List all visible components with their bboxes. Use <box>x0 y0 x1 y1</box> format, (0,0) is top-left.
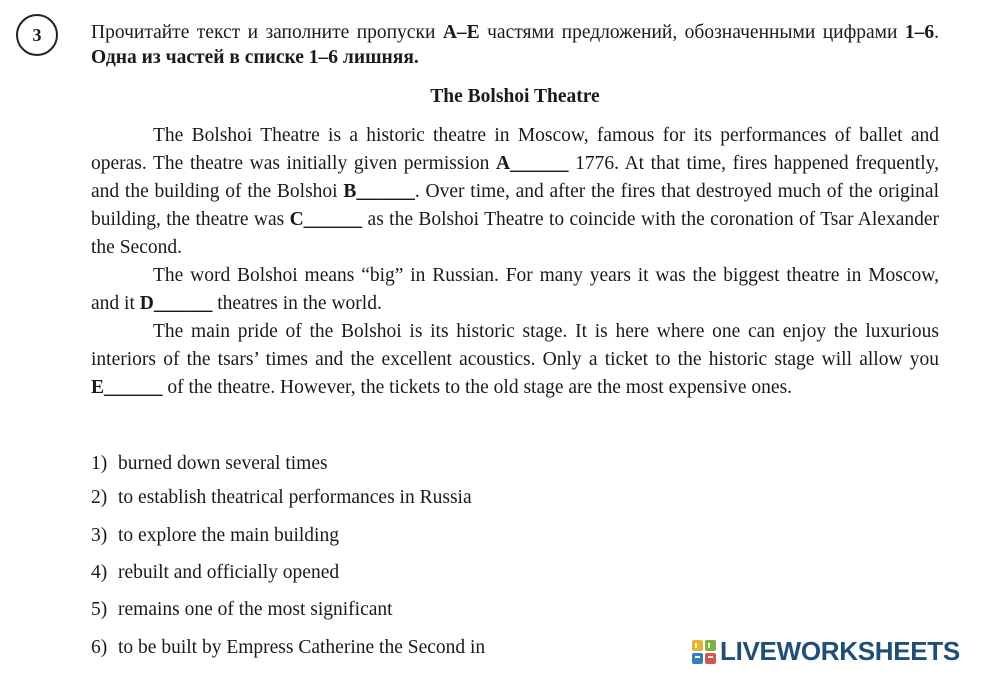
task-instruction: Прочитайте текст и заполните пропуски А–Е частями предложений, обозначенными цифрами 1–6. Одна из частей в списке 1–6 лишняя. <box>91 22 940 68</box>
gap-b[interactable]: B______ <box>343 181 415 202</box>
liveworksheets-logo <box>692 636 960 667</box>
gap-d[interactable]: D______ <box>139 293 213 314</box>
task-number: 3 <box>32 24 42 45</box>
option-item: 5) remains one of the most significant <box>91 599 393 620</box>
gap-c[interactable]: C______ <box>289 209 363 230</box>
text-title: The Bolshoi Theatre <box>430 86 600 107</box>
gap-a[interactable]: A______ <box>495 153 569 174</box>
paragraph-3: The main pride of the Bolshoi is its historic stage. It is here where one can enjoy the luxurious interiors of the tsars’ times and the excellent acoustics. Only a ticket to the historic stage will allow you E______ of the theatre. However, the tickets to the old stage are the most expensive ones. <box>91 321 939 398</box>
logo-text: LIVEWORKSHEETS <box>720 636 960 666</box>
option-item: 1) burned down several times <box>91 453 328 474</box>
option-item: 3) to explore the main building <box>91 525 339 546</box>
gap-e[interactable]: E______ <box>91 377 163 398</box>
paragraph-1: The Bolshoi Theatre is a historic theatre in Moscow, famous for its performances of ballet and operas. The theatre was initially given permission A______ 1776. At that time, fires happened frequently, and the building of the Bolshoi B______. Over time, and after the fires that destroyed much of the original building, the theatre was C______ as the Bolshoi Theatre to coincide with the coronation of Tsar Alexander the Second. <box>91 125 940 258</box>
liveworksheets-logo-icon <box>692 640 716 664</box>
option-item: 4) rebuilt and officially opened <box>91 562 340 583</box>
option-item: 2) to establish theatrical performances in Russia <box>91 487 472 508</box>
task-number-badge <box>16 14 58 56</box>
reading-text <box>91 122 939 402</box>
task-note: Одна из частей в списке 1–6 лишняя. <box>91 47 419 68</box>
option-item: 6) to be built by Empress Catherine the Second in <box>91 637 486 658</box>
paragraph-2: The word Bolshoi means “big” in Russian. For many years it was the biggest theatre in Moscow, and it D______ theatres in the world. <box>91 265 939 314</box>
